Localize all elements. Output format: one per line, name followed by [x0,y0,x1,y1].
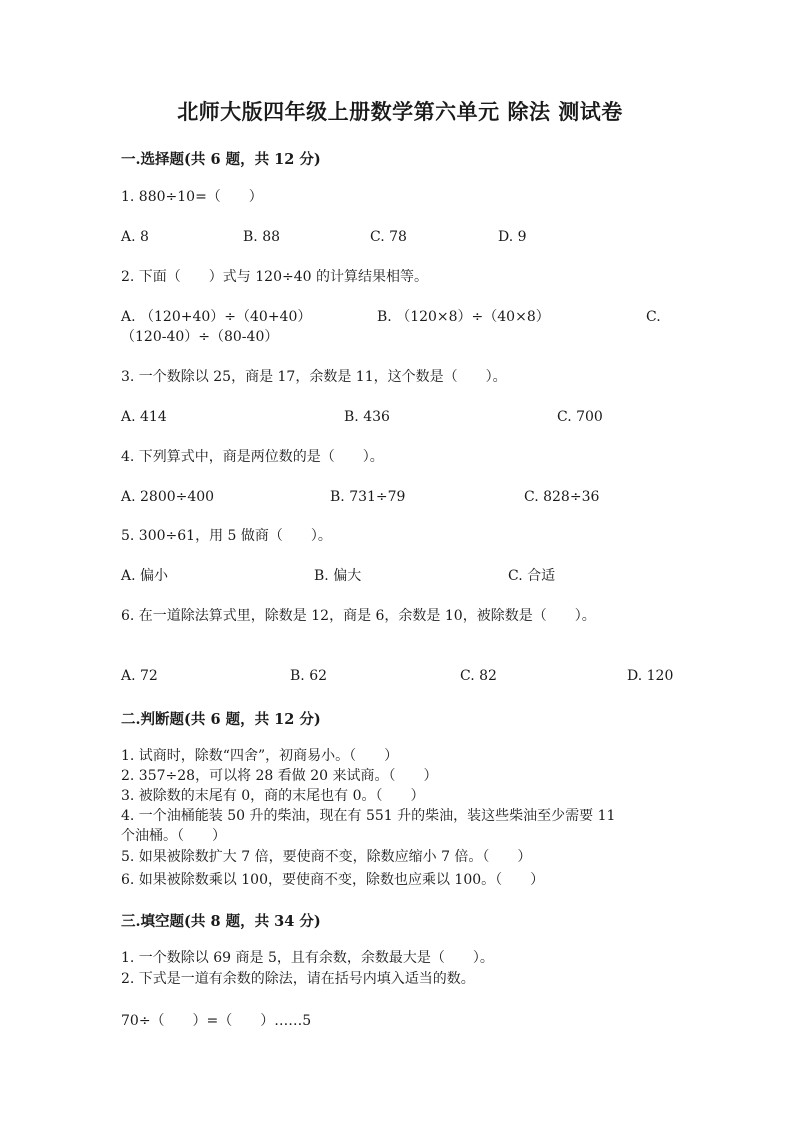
option: B. 731÷79 [330,489,406,505]
option: C. [646,309,661,325]
question-stem: 4. 下列算式中，商是两位数的是（ ）。 [121,449,384,465]
question-stem: 3. 一个数除以 25，商是 17，余数是 11，这个数是（ ）。 [121,369,507,385]
option: C. 78 [370,229,407,245]
option: B. 62 [290,668,328,684]
option: D. 120 [627,668,674,684]
option: A. 72 [121,668,158,684]
question-stem: 2. 下面（ ）式与 120÷40 的计算结果相等。 [121,269,428,285]
option: C. 合适 [508,568,556,584]
option: B. 88 [243,229,281,245]
option: A. 414 [121,409,167,425]
option: B. 436 [344,409,390,425]
option: B. （120×8）÷（40×8） [377,309,550,325]
fill-line: 1. 一个数除以 69 商是 5，且有余数，余数最大是（ ）。 [121,950,494,966]
judge-line: 5. 如果被除数扩大 7 倍，要使商不变，除数应缩小 7 倍。（ ） [121,849,532,865]
division-formula: 70÷（ ）=（ ）……5 [121,1013,312,1029]
option: A. 2800÷400 [121,489,215,505]
judge-line: 2. 357÷28，可以将 28 看做 20 来试商。（ ） [121,768,438,784]
question-stem: 5. 300÷61，用 5 做商（ ）。 [121,528,332,544]
option: C. 700 [557,409,603,425]
section-heading: 二.判断题(共 6 题，共 12 分) [121,711,321,728]
judge-line: 1. 试商时，除数“四舍”，初商易小。（ ） [121,748,399,764]
judge-line: 3. 被除数的末尾有 0，商的末尾也有 0。（ ） [121,788,425,804]
option: A. 偏小 [121,568,169,584]
fill-line: 2. 下式是一道有余数的除法，请在括号内填入适当的数。 [121,971,475,987]
option: A. （120+40）÷（40+40） [121,309,312,325]
option: （120-40）÷（80-40） [121,329,279,345]
question-stem: 6. 在一道除法算式里，除数是 12，商是 6，余数是 10，被除数是（ ）。 [121,608,596,624]
judge-line: 个油桶。（ ） [121,828,226,844]
option: C. 828÷36 [524,489,600,505]
page-title: 北师大版四年级上册数学第六单元 除法 测试卷 [177,99,623,124]
option: C. 82 [460,668,497,684]
section-heading: 一.选择题(共 6 题，共 12 分) [121,151,321,168]
question-stem: 1. 880÷10=（ ） [121,189,263,205]
option: A. 8 [121,229,149,245]
option: D. 9 [498,229,527,245]
option: B. 偏大 [314,568,362,584]
judge-line: 6. 如果被除数乘以 100，要使商不变，除数也应乘以 100。（ ） [121,872,545,888]
judge-line: 4. 一个油桶能装 50 升的柴油，现在有 551 升的柴油，装这些柴油至少需要 11 [121,808,616,824]
section-heading: 三.填空题(共 8 题，共 34 分) [121,913,321,930]
